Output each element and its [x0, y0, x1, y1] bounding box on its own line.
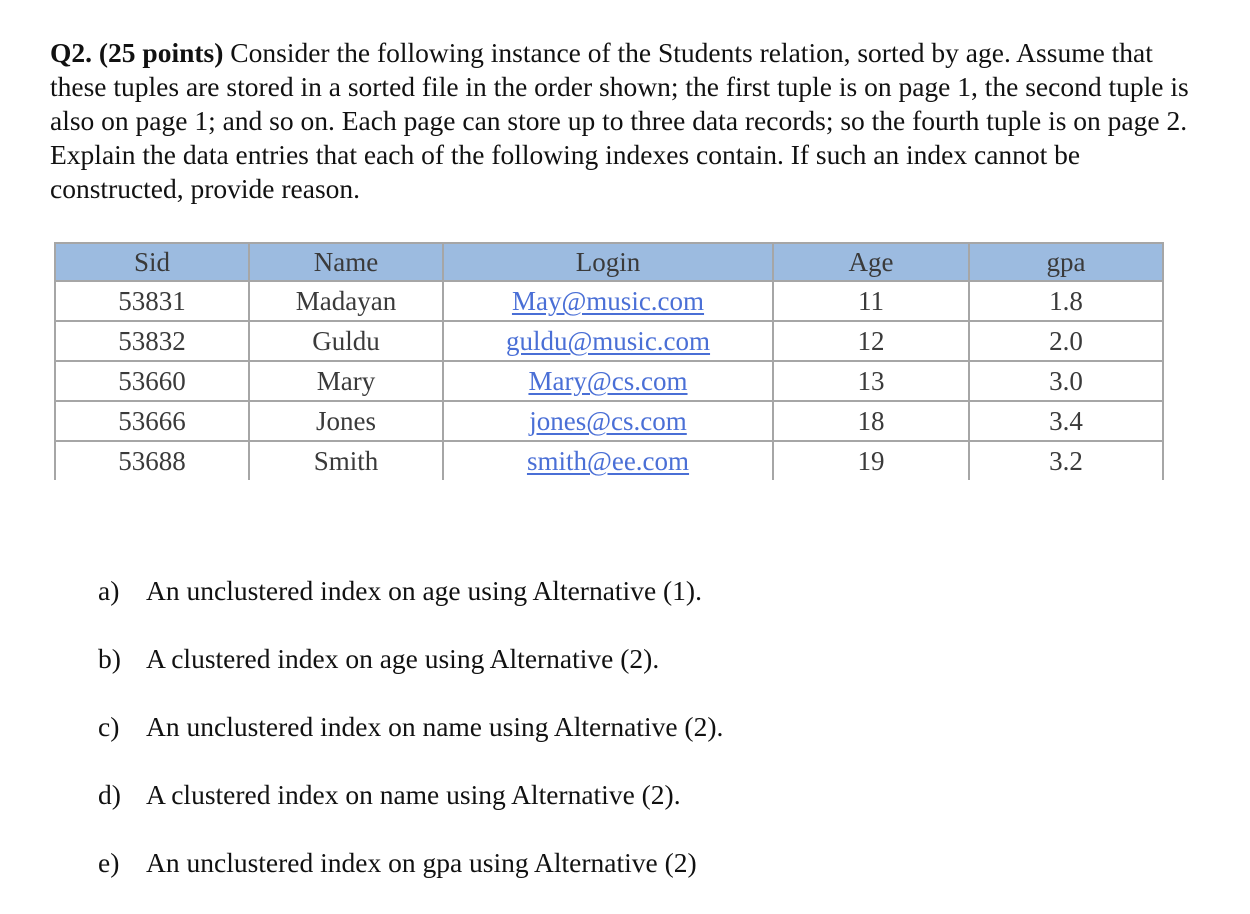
table-header-row — [55, 243, 1163, 281]
table-row — [55, 321, 1163, 361]
header-login: Login — [443, 243, 773, 281]
item-text: A clustered index on name using Alternative (2). — [146, 779, 681, 810]
cell-name: Madayan — [249, 281, 443, 321]
cell-sid: 53688 — [55, 441, 249, 480]
item-text: An unclustered index on age using Alternative (1). — [146, 575, 702, 606]
table-row — [55, 401, 1163, 441]
cell-login-link[interactable]: jones@cs.com — [443, 401, 773, 441]
cell-sid: 53832 — [55, 321, 249, 361]
item-letter: b) — [98, 643, 121, 674]
item-letter: a) — [98, 575, 120, 606]
cell-age: 12 — [773, 321, 969, 361]
cell-gpa: 3.4 — [969, 401, 1163, 441]
header-gpa: gpa — [969, 243, 1163, 281]
cell-age: 19 — [773, 441, 969, 480]
item-text: A clustered index on age using Alternative (2). — [146, 643, 660, 674]
cell-gpa: 1.8 — [969, 281, 1163, 321]
cell-gpa: 3.2 — [969, 441, 1163, 480]
item-letter: e) — [98, 847, 120, 878]
students-table — [54, 242, 1164, 480]
cell-name: Guldu — [249, 321, 443, 361]
cell-sid: 53660 — [55, 361, 249, 401]
cell-name: Mary — [249, 361, 443, 401]
table-row — [55, 281, 1163, 321]
cell-gpa: 2.0 — [969, 321, 1163, 361]
cell-login-link[interactable]: guldu@music.com — [443, 321, 773, 361]
cell-age: 11 — [773, 281, 969, 321]
cell-name: Smith — [249, 441, 443, 480]
cell-sid: 53666 — [55, 401, 249, 441]
question-body: Consider the following instance of the Students relation, sorted by age. Assume that these tuples are stored in a sorted file in the order shown; the first tuple is on page 1, the second tuple is also on page 1; and so on. Each page can store up to three data records; so the fourth tuple is on page 2. Explain the data entries that each of the following indexes contain. If such an index cannot be constructed, provide reason. — [50, 37, 1189, 204]
question-label: Q2. (25 points) — [50, 37, 224, 68]
cell-login-link[interactable]: Mary@cs.com — [443, 361, 773, 401]
cell-gpa: 3.0 — [969, 361, 1163, 401]
cell-sid: 53831 — [55, 281, 249, 321]
question-text — [50, 36, 1200, 206]
header-sid: Sid — [55, 243, 249, 281]
cell-name: Jones — [249, 401, 443, 441]
cell-age: 18 — [773, 401, 969, 441]
header-name: Name — [249, 243, 443, 281]
item-text: An unclustered index on gpa using Alternative (2) — [146, 847, 697, 878]
item-letter: c) — [98, 711, 120, 742]
header-age: Age — [773, 243, 969, 281]
cell-login-link[interactable]: smith@ee.com — [443, 441, 773, 480]
cell-login-link[interactable]: May@music.com — [443, 281, 773, 321]
cell-age: 13 — [773, 361, 969, 401]
item-letter: d) — [98, 779, 121, 810]
table-row — [55, 441, 1163, 480]
item-text: An unclustered index on name using Alternative (2). — [146, 711, 724, 742]
table-row — [55, 361, 1163, 401]
